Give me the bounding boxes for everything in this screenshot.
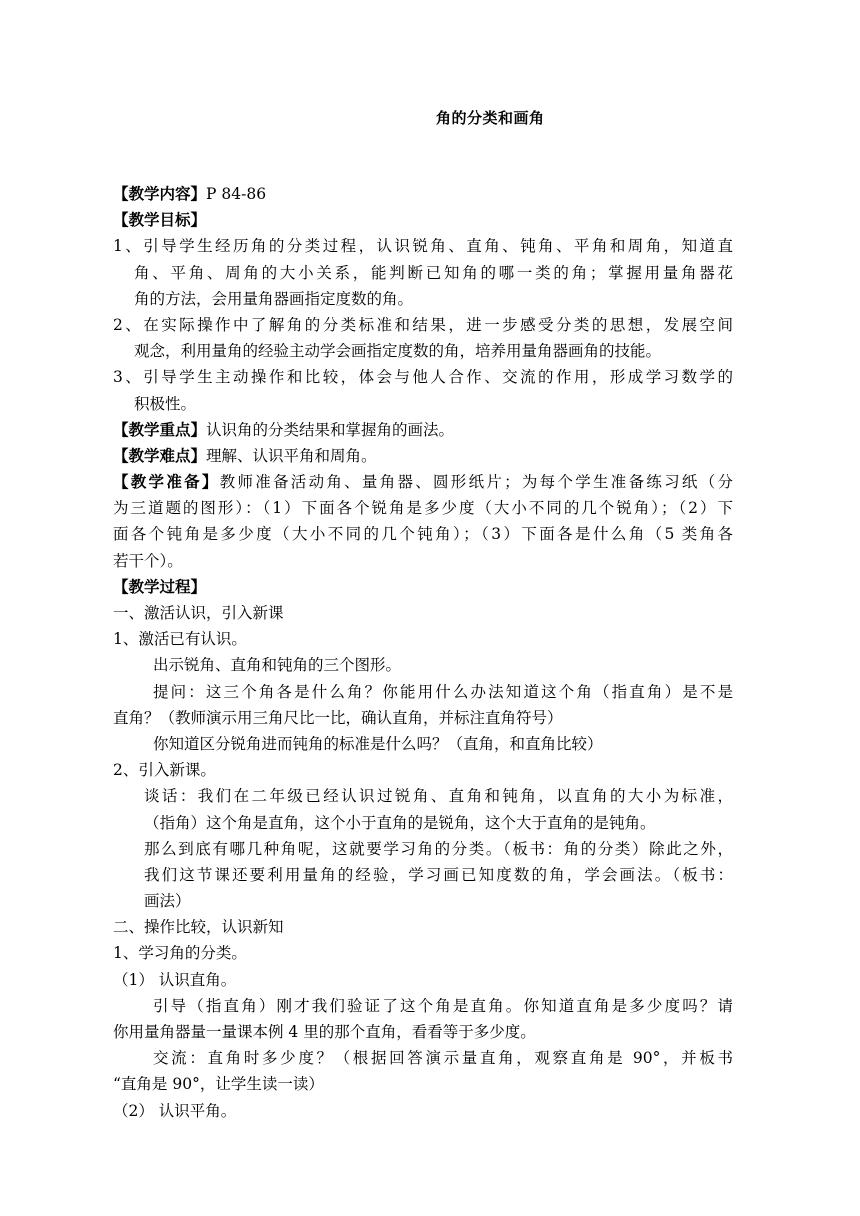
process-label: 【教学过程】 [113, 576, 207, 596]
process-line: （1） 认识直角。 [113, 970, 237, 989]
process-line: 我们这节课还要利用量角的经验，学习画已知度数的角，学会画法。（板书： [144, 865, 733, 884]
goal-3-line-1 [113, 364, 733, 390]
goals-label: 【教学目标】 [113, 210, 207, 230]
difficulty-row [113, 443, 733, 469]
process-line: “直角是 90°，让学生读一读） [113, 1075, 324, 1094]
process-line: 二、操作比较，认识新知 [113, 918, 284, 937]
goal-2-line-1 [113, 312, 733, 338]
process-line: 谈话：我们在二年级已经认识过锐角、直角和钝角，以直角的大小为标准， [144, 787, 733, 806]
process-line: 1、激活已有认识。 [113, 630, 247, 649]
difficulty-label: 【教学难点】 [113, 445, 207, 465]
key-point-label: 【教学重点】 [113, 419, 207, 439]
process-line: 交流：直角时多少度？（根据回答演示量直角，观察直角是 90°，并板书 [153, 1049, 733, 1068]
process-line: 提问：这三个角各是什么角？你能用什么办法知道这个角（指直角）是不是 [153, 682, 733, 701]
lesson-content [113, 181, 733, 1124]
process-line: 出示锐角、直角和钝角的三个图形。 [153, 656, 402, 675]
content-value: P 84-86 [206, 185, 267, 203]
content-row [113, 181, 733, 207]
process-line: 画法） [144, 892, 191, 911]
preparation-line-3: 面各个钝角是多少度（大小不同的几个钝角）；（3）下面各是什么角（5 类角各 [113, 525, 733, 544]
goal-1-line-3: 角的方法，会用量角器画指定度数的角。 [134, 289, 414, 308]
goal-text: 引导学生主动操作和比较，体会与他人合作、交流的作用，形成学习数学的 [143, 368, 733, 387]
goal-number: 2、 [113, 315, 144, 334]
process-line: 那么到底有哪几种角呢，这就要学习角的分类。（板书：角的分类）除此之外， [144, 839, 733, 858]
content-label: 【教学内容】 [113, 184, 207, 203]
process-line: 你用量角器量一量课本例 4 里的那个直角，看看等于多少度。 [113, 1023, 536, 1041]
process-line: 你知道区分锐角进而钝角的标准是什么吗？（直角，和直角比较） [153, 734, 603, 753]
preparation-label: 【教学准备】 [113, 472, 220, 492]
goal-3-line-2: 积极性。 [134, 394, 197, 413]
goal-2-line-2: 观念，利用量角的经验主动学会画指定度数的角，培养用量角器画角的技能。 [134, 342, 662, 361]
preparation-line-2: 为三道题的图形）：（1）下面各个锐角是多少度（大小不同的几个锐角）；（2）下 [113, 499, 733, 518]
difficulty-text: 理解、认识平角和周角。 [206, 446, 377, 465]
process-line: 直角？（教师演示用三角尺比一比，确认直角，并标注直角符号） [113, 708, 563, 727]
goal-number: 1、 [113, 237, 144, 256]
goal-text: 引导学生经历角的分类过程，认识锐角、直角、钝角、平角和周角，知道直 [143, 237, 733, 256]
goal-text: 在实际操作中了解角的分类标准和结果，进一步感受分类的思想，发展空间 [143, 315, 733, 334]
preparation-line-1 [113, 469, 733, 495]
process-line: 一、激活认识，引入新课 [113, 604, 284, 622]
process-line: 引导（指直角）刚才我们验证了这个角是直角。你知道直角是多少度吗？请 [153, 996, 733, 1015]
goal-1-line-2: 角、平角、周角的大小关系，能判断已知角的哪一类的角；掌握用量角器花 [134, 263, 733, 282]
process-line: （指角）这个角是直角，这个小于直角的是锐角，这个大于直角的是钝角。 [144, 813, 656, 832]
page-title: 角的分类和画角 [436, 109, 545, 127]
key-point-row [113, 417, 733, 443]
process-line: 1、学习角的分类。 [113, 944, 247, 963]
preparation-line-4: 若干个）。 [113, 551, 183, 570]
key-point-text: 认识角的分类结果和掌握角的画法。 [206, 420, 455, 439]
process-line: （2） 认识平角。 [113, 1101, 237, 1120]
goal-number: 3、 [113, 368, 144, 387]
process-line: 2、引入新课。 [113, 761, 216, 780]
goal-1-line-1 [113, 233, 733, 259]
preparation-text: 教师准备活动角、量角器、圆形纸片；为每个学生准备练习纸（分 [219, 473, 733, 492]
